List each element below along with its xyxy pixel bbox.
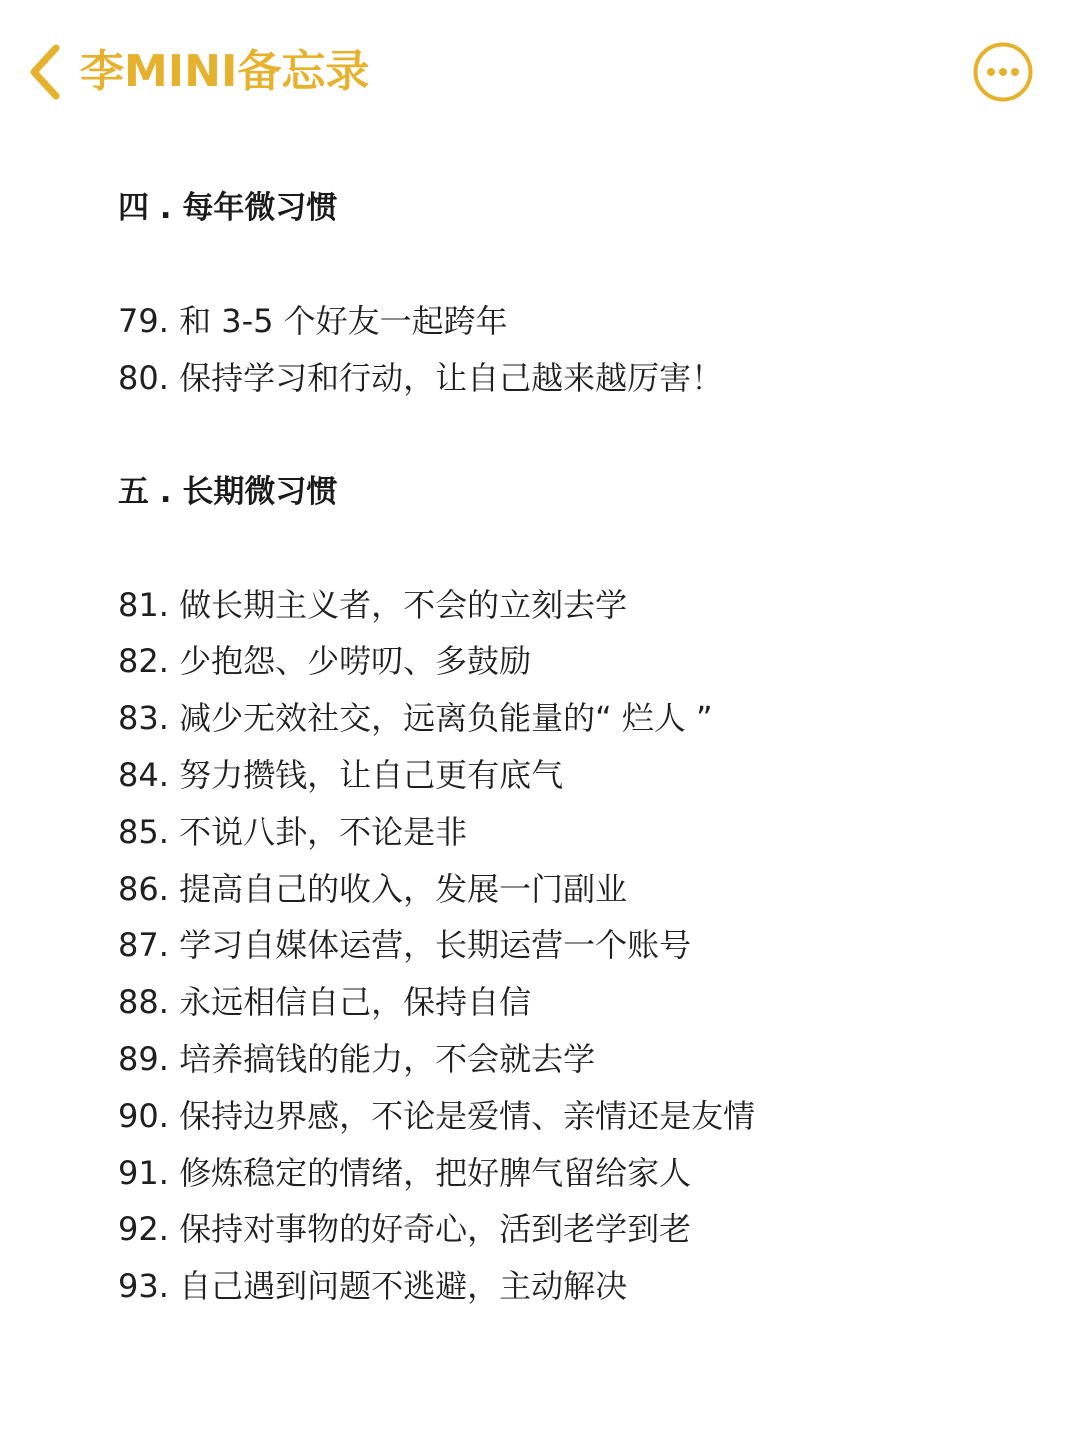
section-heading: 四 . 每年微习惯	[118, 190, 338, 226]
section-heading: 五 . 长期微习惯	[118, 473, 338, 510]
list-item: 87. 学习自媒体运营，长期运营一个账号	[118, 926, 692, 965]
list-item: 89. 培养搞钱的能力，不会就去学	[118, 1039, 596, 1078]
nav-bar	[0, 0, 1080, 140]
list-item: 93. 自己遇到问题不逃避，主动解决	[118, 1267, 628, 1306]
list-item: 80. 保持学习和行动，让自己越来越厉害！	[118, 358, 724, 397]
list-item: 84. 努力攒钱，让自己更有底气	[118, 755, 564, 794]
more-button[interactable]	[972, 41, 1034, 103]
list-item: 88. 永远相信自己，保持自信	[118, 983, 532, 1022]
note-body[interactable]	[118, 180, 1018, 1315]
list-item: 86. 提高自己的收入，发展一门副业	[118, 869, 628, 908]
list-item: 91. 修炼稳定的情绪，把好脾气留给家人	[118, 1153, 692, 1192]
page-title: 李MINI备忘录	[80, 46, 370, 97]
list-item: 79. 和 3-5 个好友一起跨年	[118, 302, 508, 340]
list-item: 85. 不说八卦，不论是非	[118, 812, 468, 851]
habit-list	[118, 577, 1018, 1315]
list-item: 90. 保持边界感，不论是爱情、亲情还是友情	[118, 1096, 756, 1135]
habit-list	[118, 293, 1018, 407]
section-longterm-habits	[118, 464, 1018, 1315]
section-annual-habits	[118, 180, 1018, 407]
list-item: 92. 保持对事物的好奇心，活到老学到老	[118, 1210, 692, 1249]
back-button[interactable]	[18, 40, 70, 104]
more-horizontal-icon	[972, 41, 1034, 103]
list-item: 81. 做长期主义者，不会的立刻去学	[118, 585, 628, 624]
chevron-left-icon	[24, 42, 64, 102]
list-item: 82. 少抱怨、少唠叨、多鼓励	[118, 642, 532, 681]
list-item: 83. 减少无效社交，远离负能量的“ 烂人 ”	[118, 699, 713, 738]
